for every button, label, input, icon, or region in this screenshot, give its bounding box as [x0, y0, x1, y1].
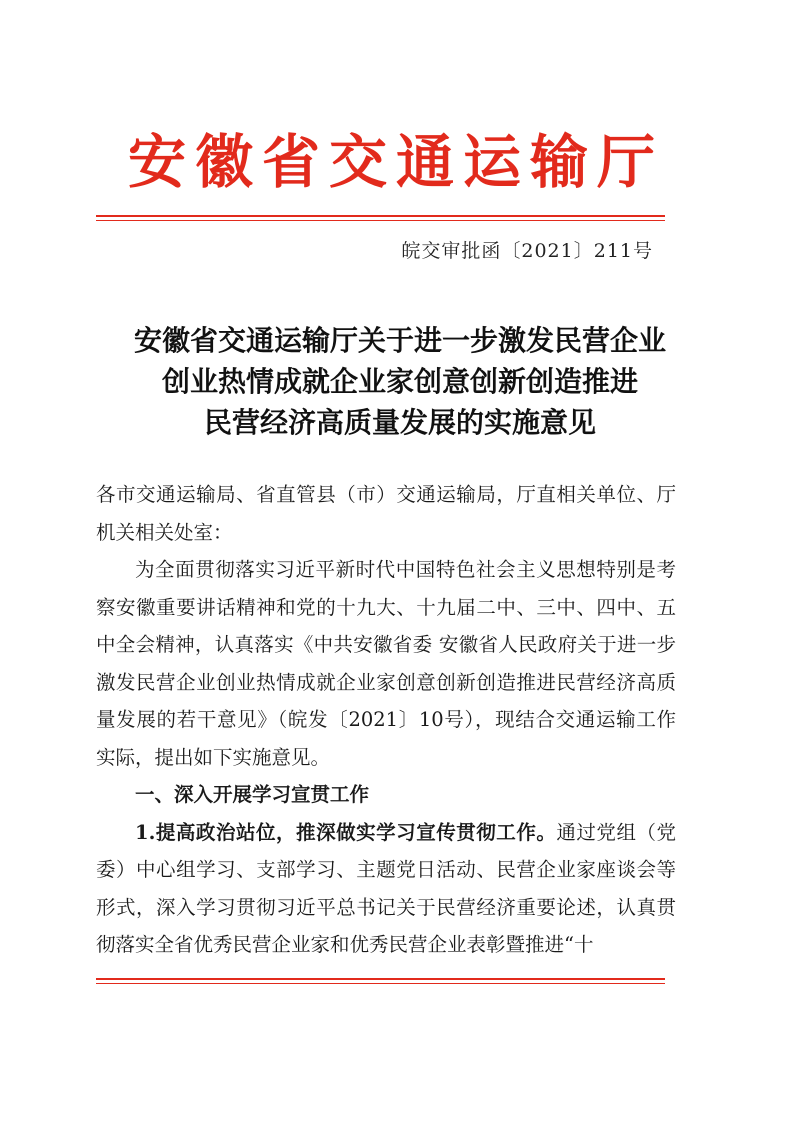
document-body: [96, 476, 676, 964]
title-line-1: 安徽省交通运输厅关于进一步激发民营企业: [133, 324, 666, 357]
section-heading-1: 一、深入开展学习宣贯工作: [135, 783, 370, 806]
addressee-paragraph: 各市交通运输局、省直管县（市）交通运输局，厅直相关单位、厅机关相关处室：: [96, 483, 676, 544]
red-rule-bottom-thick: [96, 978, 665, 980]
red-rule-bottom-thin: [96, 983, 665, 984]
title-line-2: 创业热情成就企业家创意创新创造推进: [161, 365, 638, 398]
item-1-paragraph: [96, 814, 676, 964]
agency-masthead: 安徽省交通运输厅: [127, 128, 664, 196]
item-1-text: 通过党组（党委）中心组学习、支部学习、主题党日活动、民营企业家座谈会等形式，深入学习贯彻习近平总书记关于民营经济重要论述，认真贯彻落实全省优秀民营企业家和优秀民营企业表彰暨推进“十: [96, 820, 676, 956]
red-rule-top-thick: [96, 215, 665, 217]
red-rule-top-thin: [96, 220, 665, 221]
title-line-3: 民营经济高质量发展的实施意见: [203, 406, 596, 439]
intro-paragraph: 为全面贯彻落实习近平新时代中国特色社会主义思想特别是考察安徽重要讲话精神和党的十九大、十九届二中、三中、四中、五中全会精神，认真落实《中共安徽省委 安徽省人民政府关于进一步激发民营企业创业热情成就企业家创意创新创造推进民营经济高质量发展的若干意见》（皖发〔2021〕10号），现结合交通运输工作实际，提出如下实施意见。: [96, 558, 676, 769]
document-title: [80, 320, 720, 443]
document-number: 皖交审批函〔2021〕211号: [401, 240, 653, 262]
item-1-title: 1.提高政治站位，推深做实学习宣传贯彻工作。: [135, 820, 557, 844]
